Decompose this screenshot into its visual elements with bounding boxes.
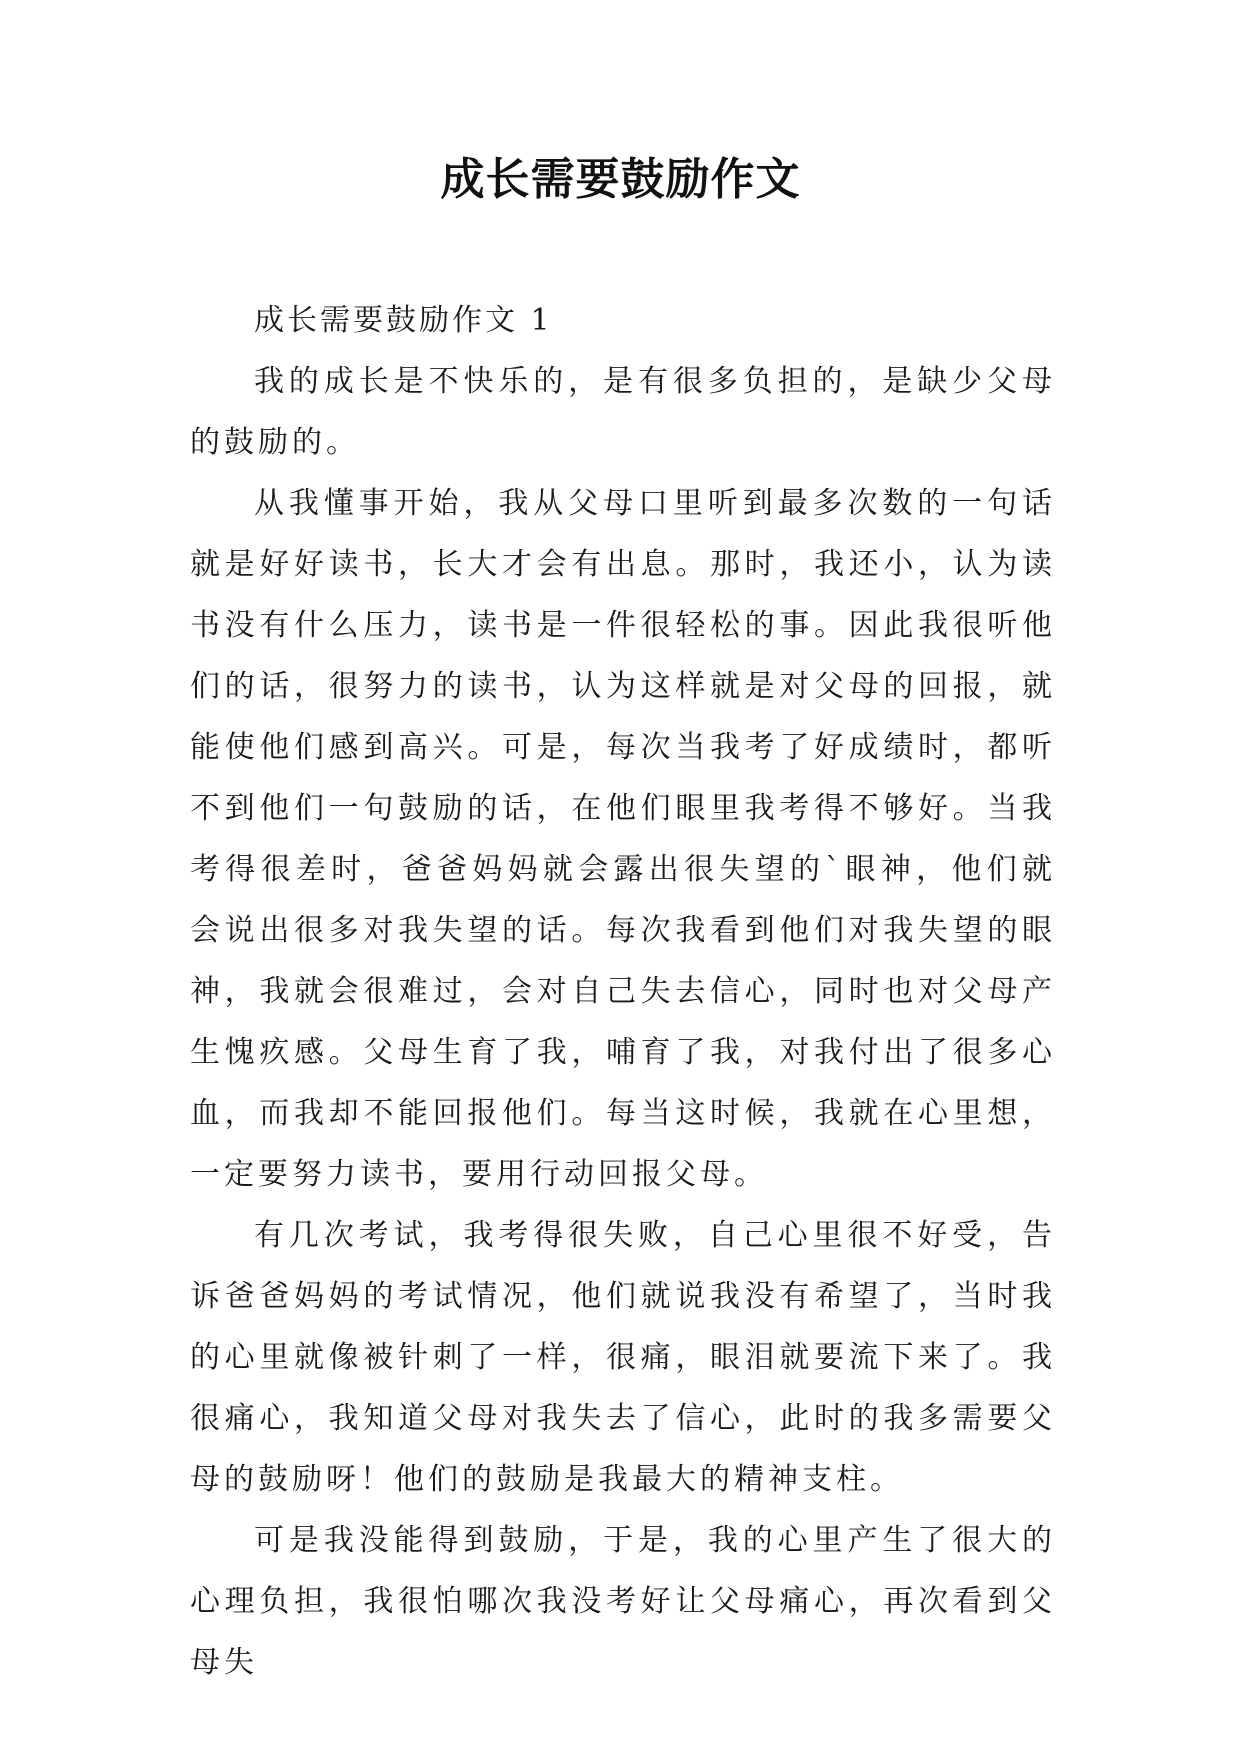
paragraph-3: 有几次考试，我考得很失败，自己心里很不好受，告诉爸爸妈妈的考试情况，他们就说我没有希望了，当时我的心里就像被针刺了一样，很痛，眼泪就要流下来了。我很痛心，我知道父母对我失去了信心，此时的我多需要父母的鼓励呀！他们的鼓励是我最大的精神支柱。 bbox=[190, 1218, 1056, 1497]
document-title: 成长需要鼓励作文 bbox=[440, 154, 801, 205]
document-body bbox=[190, 290, 1056, 1693]
paragraph-2: 从我懂事开始，我从父母口里听到最多次数的一句话就是好好读书，长大才会有出息。那时，我还小，认为读书没有什么压力，读书是一件很轻松的事。因此我很听他们的话，很努力的读书，认为这样就是对父母的回报，就能使他们感到高兴。可是，每次当我考了好成绩时，都听不到他们一句鼓励的话，在他们眼里我考得不够好。当我考得很差时，爸爸妈妈就会露出很失望的`眼神，他们就会说出很多对我失望的话。每次我看到他们对我失望的眼神，我就会很难过，会对自己失去信心，同时也对父母产生愧疚感。父母生育了我，哺育了我，对我付出了很多心血，而我却不能回报他们。每当这时候，我就在心里想，一定要努力读书，要用行动回报父母。 bbox=[190, 486, 1056, 1192]
paragraph-4: 可是我没能得到鼓励，于是，我的心里产生了很大的心理负担，我很怕哪次我没考好让父母痛心，再次看到父母失 bbox=[190, 1523, 1056, 1680]
section-heading: 成长需要鼓励作文 1 bbox=[254, 303, 553, 338]
paragraph-1: 我的成长是不快乐的，是有很多负担的，是缺少父母的鼓励的。 bbox=[190, 364, 1056, 460]
